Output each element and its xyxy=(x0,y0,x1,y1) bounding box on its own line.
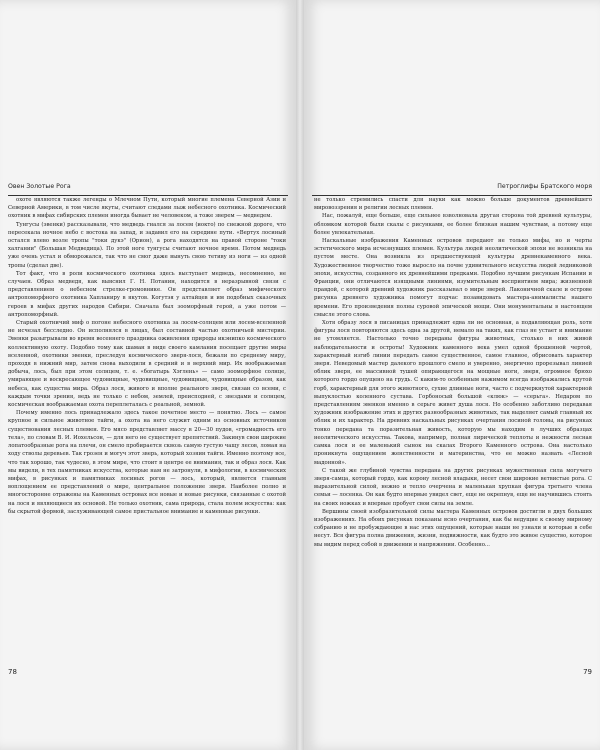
paragraph: Наскальные изображения Каменных островов передают не только мифы, но и черты эстетического мира исчезнувших племен. Культура людей неолитической эпохи не возникла на пустом месте. Она возникла из предшествующей культуры древнекаменного века. Художественное творчество тоже выросло на почве удивительного искусства людей ледниковой эпохи, искусства, созданного их древнейшими предками. Подобно лучшим рисункам Испании и Франции, они отличаются изящными линиями, изумительным восприятием мира; жизненной правдой, с которой древний художник рассказывал о мире зверей. Лаконичной скале и острове рисунка древнего художника помогут подчас позавидовать мастера-анималисты нашего времени. Его произведения полны суровой эпической мощи. Они монументальны в настоящем смысле этого слова. xyxy=(314,238,592,318)
paragraph: Нас, пожалуй, еще больше, еще сильнее взволновала другая сторона той древней культуры, обломком которой были скалы с рисунками, ее более близкая нашим чувствам, а потому еще более увлекательная. xyxy=(314,213,592,236)
right-page xyxy=(304,0,600,750)
paragraph: Старый охотничий миф о погоне небесного охотника за лосем-солнцем или лосем-вселенной не исчезал бесследно. Он исполнялся в лицах, был составной частью охотничьей мистерии. Эвенки разыгрывали во время весеннего праздника оживления природы икэнипко космического коллективную охоту. Подобно тому как шаман в виде своего камлания посещает другие миры вселенной, охотники эвенки, преследуя космического зверя-лося, бежали по среднему миру, проходя в нижний мир, затем снова выходили в средний и в верхний мир. Их воображаемая добыча, лось, был при этом солнцем, т. е. «богатырь Хэглень» — само зооморфное солнце, умирающее и воскресающее чудовищные, чудовищные, чудовищные, чудовищные образом, как небеса, как существа мира. Образ лося, живого и вполне реального зверя, связан со всеми, с каждым точки зрения, ведь не только с небом, землей, преисподней, с звездами и солнцем, космическая воображаемая охота переплеталась с реальной, земной. xyxy=(8,320,286,409)
left-page xyxy=(0,0,296,750)
paragraph: Хотя образу лося в писаницах принадлежит едва ли не основная, а подавляющая роль, хотя фигуры лося повторяются здесь одна за другой, немало на таких, как глаз не устает и внимание не утомляется. Настолько точно переданы фигуры животных, столько в них живой наблюдательности и остроты! Художник каменного века умел одной брошенной чертой, характерный изгиб линии передать самое существенное, самое главное, обрисовать характер зверя. Неведомый мастер далекого прошлого смело и уверенно, энергично прорезывал линией облик зверя, ее массивной тушей опирающегося на мощные ноги, зверя, огромное брюхо которого гордо опущено на грудь. С каким-то особенным нажимом всегда изображались крутой горб, характерный для этого животного, сухие длинные ноги, часто с подчеркнутой характерной выпуклостью коленного сустава. Горбоносый большой «клюк» — «серьга». Недаром по представлениям эвенков именно в серьге живет душа лося. Но особенно заботливо передавая художник изображение этих и других разнообразных животных, так выделяет самый главный их облик и их характер. На древних наскальных рисунках очертания лосиной головы, на рисунках тонко передана та поразительная живость, которую мы находим в лучших образцах неолитического искусства. Такова, например, полная лирической теплоты и нежности лесная самка лося и ее маленький сынок на скалах Второго Каменного острова. Она настолько проникнута ощущением женственности и материнства, что ее можно назвать «Лесной мадонной». xyxy=(314,320,592,466)
right-running-header: Петроглифы Братского моря xyxy=(312,183,592,196)
paragraph: С такой же глубиной чувства передана на других рисунках мужественная сила могучего зверя-самца, который гордо, как корону лесной владыки, несет свои широкие ветвистые рога. С выразительной силой, нежно и тепло очерчена и маленькая хрупкая фигура третьего члена семьи — лосенка. Он как будто впервые увидел свет, еще не окрепнув, еще не научившись стоять на своих ножках и впервые пробует свои силы на земле. xyxy=(314,467,592,507)
paragraph: не только стремились спасти для науки как можно больше документов древнейшего мировоззрения и религии лесных племен. xyxy=(314,197,592,212)
book-gutter xyxy=(296,0,304,750)
right-page-text xyxy=(314,196,592,650)
paragraph: Вершины своей изобразительной силы мастера Каменных островов достигли в двух больших изображениях. На обоих рисунках показаны ясно очертания, как бы ведущие к своему мирному собранию и не пробуждающие в нас этих ощущений, которые наши не узнали и которые в себе несут. Вся фигура полна движения, жизни, подвижности, как будто это живое существо, которое мы видим перед собой в движении и напряжении. Особенно... xyxy=(314,508,592,548)
left-page-number: 78 xyxy=(8,668,17,676)
left-page-text xyxy=(8,196,286,650)
paragraph: охоте являются также легенды о Млечном Пути, который многие племена Северной Азии и Северной Америки, в том числе якуты, считают следами лыж небесного охотника. Космический охотник в мифах сибирских племен иногда бывает не человеком, а тоже зверем — медведем. xyxy=(8,197,286,220)
paragraph: Тунгусы (эвенки) рассказывали, что медведь гнался за лосем (иокто) по снежной дороге, что пересекала ночное небо с востока на запад, и задавил его на середине пути. «Вертух лосиный остался влево возле тропы "токи дукэ" (Орион), а рога находятся на правой стороне "токи халгании" (Большая Медведица). По этой ноге тунгусы считают ночное время. Потом медведь уже очень устал и обморожался, так что не смог даже вынуть свою тетиву из ноги — из одной тропы (сделал две). xyxy=(8,221,286,269)
paragraph: Почему именно лось принадлежало здесь такое почетное место — понятно. Лось — самое крупное и сильное животное тайги, а охота на него служит одним из основных источников существования лесных племен. Его мясо представляет массу в 20—30 пудов, «громадность его тела», по словам В. И. Иохельсон, — для него не существует препятствий. Закинув свои широкие лопатообразные рога на плечи, он смело пробирается сквозь самую густую чащу лесов, ломая на ходу стволы деревьев. Так грозен и могуч этот зверь, который хозяин тайги. Именно поэтому все, что так хорошо, так чудесно, в этом мире, что стоит в центре ее внимания, так и образ лося. Как мы видели, в тех памятниках искусства, которые нам не затронули, в мифологии, в космических мифах, в рисунках и памятниках лосиных рогов — лось, который, является главным воплощением ее представлений о мире, центральное положение зверя. Наиболее полно и многосторонне отражены на Каменных островах все новые и новые рисунки, связанные с охотой на лося и являющиеся их основой. Не только охотник, сама природа, стала полем искусства: как бы скрытой формой, заслуживающей самое пристальное внимание и каменные рисунки. xyxy=(8,410,286,515)
left-running-header: Овен Золотые Рога xyxy=(8,183,288,196)
paragraph: Тот факт, что в роли космического охотника здесь выступает медведь, несомненно, не случаен. Образ медведя, как выяснил Г. Н. Потанин, находится в неразрывной связи с представлением о небесном стрелке-громовнике. Он представляет образ мифического антропоморфного охотника Хапланиру в якутов. Когутэя у алтайцев и им подобных сказочных героев в мифах других народов Сибири. Сначала был зооморфный герой, а уже потом — антропоморфный. xyxy=(8,270,286,318)
right-page-number: 79 xyxy=(583,668,592,676)
